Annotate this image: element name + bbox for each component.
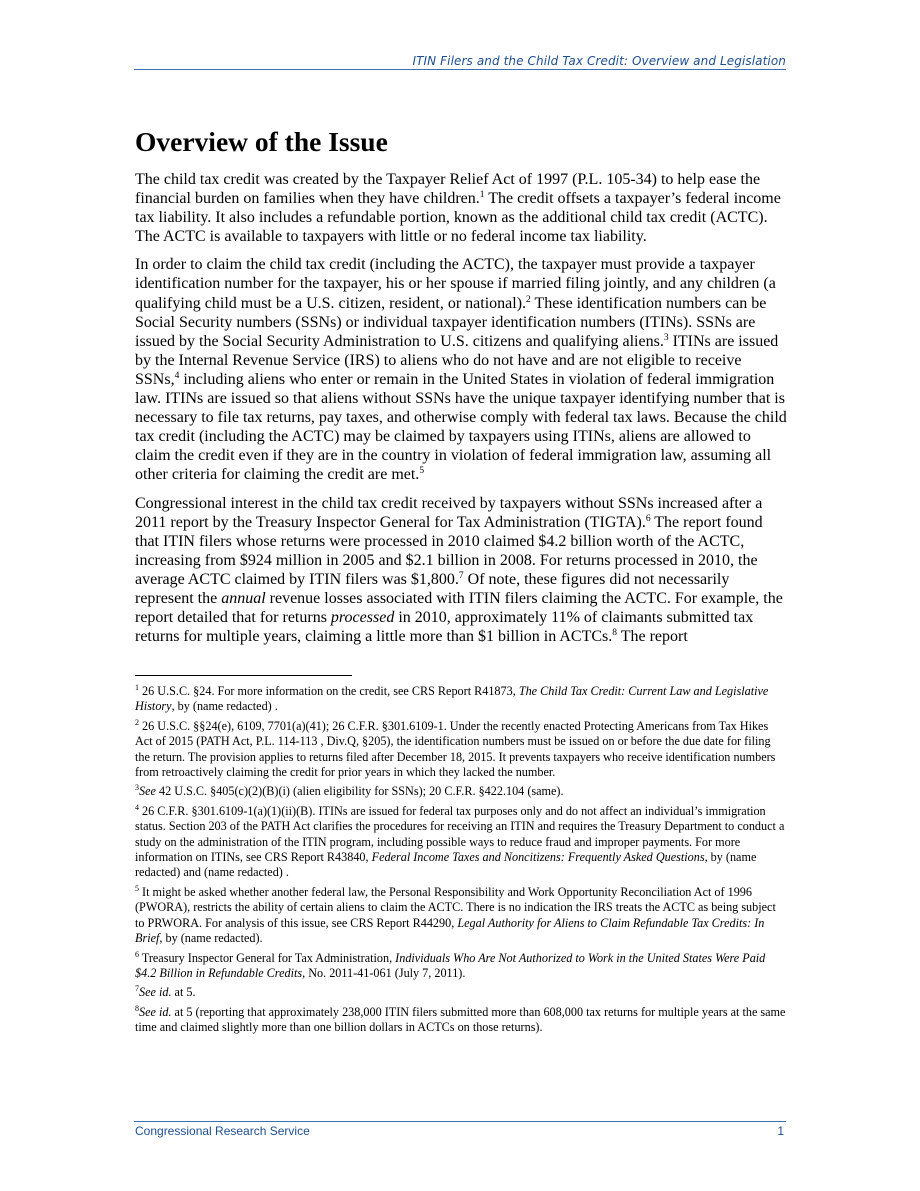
footnote-7 (135, 985, 787, 1000)
p3-emphasis-annual: annual (221, 589, 266, 607)
paragraph-2 (135, 255, 787, 484)
footnote-text: 26 U.S.C. §§24(e), 6109, 7701(a)(41); 26 C.F.R. §301.6109-1. Under the recently enacted Protecting Americans from Tax Hikes Act of 2015 (PATH Act, P.L. 114-113 , Div.Q, §205), the identification numbers must be issued on or before the due date for filing the return. The provision applies to returns filed after December 18, 2015. It prevents taxpayers who receive identification numbers from retroactively claiming the credit for prior years in which they lacked the number. (135, 718, 776, 780)
p1-text-a: The child tax credit was created by the Taxpayer Relief Act of 1997 (P.L. 105-34) to help ease the financial burden on families when they have children. (135, 171, 761, 208)
p3-text-a: Congressional interest in the child tax credit received by taxpayers without SSNs increased after a 2011 report by the Treasury Inspector General for Tax Administration (TIGTA). (135, 494, 763, 531)
footnote-number: 8 (135, 1003, 139, 1013)
footnote-title: Legal Authority for Aliens to Claim Refundable Tax Credits: In Brief (135, 915, 765, 946)
footnote-ref-5[interactable]: 5 (419, 466, 425, 477)
footnote-5 (135, 885, 787, 947)
p3-text-b: The report found that ITIN filers whose returns were processed in 2010 claimed $4.2 billion worth of the ACTC, increasing from $924 million in 2005 and $2.1 billion in 2008. For returns processed in 2010, the average ACTC claimed by ITIN filers was $1,800. (135, 513, 763, 588)
p3-text-e: in 2010, approximately 11% of claimants submitted tax returns for multiple years, claiming a little more than $1 billion in ACTCs. (135, 609, 754, 646)
footnote-text: It might be asked whether another federal law, the Personal Responsibility and Work Opportunity Reconciliation Act of 1996 (PWORA), restricts the ability of certain aliens to claim the ACTC. There is no indication the IRS treats the ACTC as being subject to PRWORA. For analysis of this issue, see CRS Report R44290, (135, 884, 776, 930)
footnote-ref-3[interactable]: 3 (663, 332, 669, 343)
header-rule (134, 69, 786, 70)
p3-text-c: Of note, these figures did not necessarily represent the (135, 570, 730, 607)
footnote-ref-8[interactable]: 8 (612, 628, 617, 639)
p2-text-a: In order to claim the child tax credit (including the ACTC), the taxpayer must provide a taxpayer identification number for the taxpayer, his or her spouse if married filing jointly, and any children (a qualifying child must be a U.S. citizen, resident, or national). (135, 256, 776, 312)
paragraph-3 (135, 494, 787, 647)
footnote-signal: See id. (139, 985, 172, 1000)
footnote-number: 1 (135, 683, 139, 692)
footnote-text: , by (name redacted) . (171, 699, 278, 714)
p1-text-b: The credit offsets a taxpayer’s federal income tax liability. It also includes a refundable portion, known as the additional child tax credit (ACTC). The ACTC is available to taxpayers with little or no federal income tax liability. (135, 190, 781, 246)
footnote-signal: See id. (139, 1004, 172, 1019)
running-header: ITIN Filers and the Child Tax Credit: Overview and Legislation (412, 54, 786, 68)
footnote-text: , by (name redacted) and (name redacted) . (135, 850, 757, 880)
footnote-text: at 5 (reporting that approximately 238,000 ITIN filers submitted more than 608,000 tax returns for multiple years at the same time and claimed slightly more than one billion dollars in ACTCs on those returns). (135, 1004, 786, 1035)
footnote-4 (135, 804, 787, 881)
footnote-title: The Child Tax Credit: Current Law and Legislative History (135, 684, 769, 714)
footnote-title: Individuals Who Are Not Authorized to Work in the United States Were Paid $4.2 Billion in Refundable Credits, (135, 950, 766, 980)
footer-rule (134, 1121, 786, 1122)
footnote-signal: See (139, 784, 156, 799)
p2-text-b: These identification numbers can be Social Security numbers (SSNs) or individual taxpayer identification numbers (ITINs). SSNs are issued by the Social Security Administration to U.S. citizens and qualifying aliens. (135, 294, 767, 350)
footnote-3 (135, 784, 787, 799)
p3-text-d: revenue losses associated with ITIN filers claiming the ACTC. For example, the report detailed that for returns (135, 589, 783, 627)
footnote-text: No. 2011-41-061 (July 7, 2011). (305, 965, 466, 980)
footnote-text: 26 C.F.R. §301.6109-1(a)(1)(ii)(B). ITINs are issued for federal tax purposes only and do not affect an individual’s immigration status. Section 203 of the PATH Act clarifies the procedures for receiving an ITIN and requires the Treasury Department to conduct a study on the administration of the ITIN program, including possible ways to reduce fraud and improper payments. For more information on ITINs, see CRS Report R43840, (135, 803, 785, 865)
section-title: Overview of the Issue (135, 126, 388, 157)
paragraph-1 (135, 170, 787, 246)
footnote-number: 3 (135, 783, 139, 793)
footnotes (135, 684, 787, 1040)
footnote-text: 26 U.S.C. §24. For more information on the credit, see CRS Report R41873, (139, 684, 519, 698)
footnote-number: 7 (135, 984, 139, 994)
footnote-number: 4 (135, 802, 139, 812)
p3-emphasis-processed: processed (330, 609, 395, 627)
footnote-ref-1[interactable]: 1 (479, 190, 485, 201)
footer-page-number: 1 (777, 1124, 784, 1138)
footnote-6 (135, 951, 787, 982)
footnote-title: Federal Income Taxes and Noncitizens: Frequently Asked Questions (371, 850, 705, 865)
main-content (135, 124, 787, 655)
footnote-text: , by (name redacted). (159, 931, 263, 946)
footer-publisher: Congressional Research Service (135, 1124, 310, 1138)
footnote-ref-6[interactable]: 6 (645, 513, 651, 524)
footnote-number: 6 (135, 949, 139, 959)
p2-text-d: including aliens who enter or remain in the United States in violation of federal immigration law. ITINs are issued so that aliens without SSNs have the unique taxpayer identifying number that is necessary to file tax returns, pay taxes, and otherwise comply with federal tax laws. Because the child tax credit (including the ACTC) may be claimed by taxpayers using ITINs, aliens are allowed to claim the credit even if they are in the country in violation of federal immigration law, assuming all other criteria for claiming the credit are met. (135, 370, 787, 484)
footnote-text: 42 U.S.C. §405(c)(2)(B)(i) (alien eligibility for SSNs); 20 C.F.R. §422.104 (same). (155, 784, 564, 799)
footnote-number: 2 (135, 717, 139, 727)
footnote-ref-7[interactable]: 7 (458, 570, 464, 581)
p2-text-c: ITINs are issued by the Internal Revenue Service (IRS) to aliens who do not have and are not eligible to receive SSNs, (135, 332, 779, 388)
footnote-1 (135, 684, 787, 715)
footnote-text: at 5. (171, 985, 196, 1000)
footnote-ref-4[interactable]: 4 (174, 370, 180, 381)
footnote-8 (135, 1005, 787, 1036)
p3-text-f: The report (617, 628, 688, 646)
footnote-text: Treasury Inspector General for Tax Administration, (139, 950, 396, 965)
footnote-number: 5 (135, 883, 139, 893)
footnote-separator (135, 675, 352, 676)
footnote-ref-2[interactable]: 2 (526, 294, 531, 305)
footnote-2 (135, 719, 787, 781)
